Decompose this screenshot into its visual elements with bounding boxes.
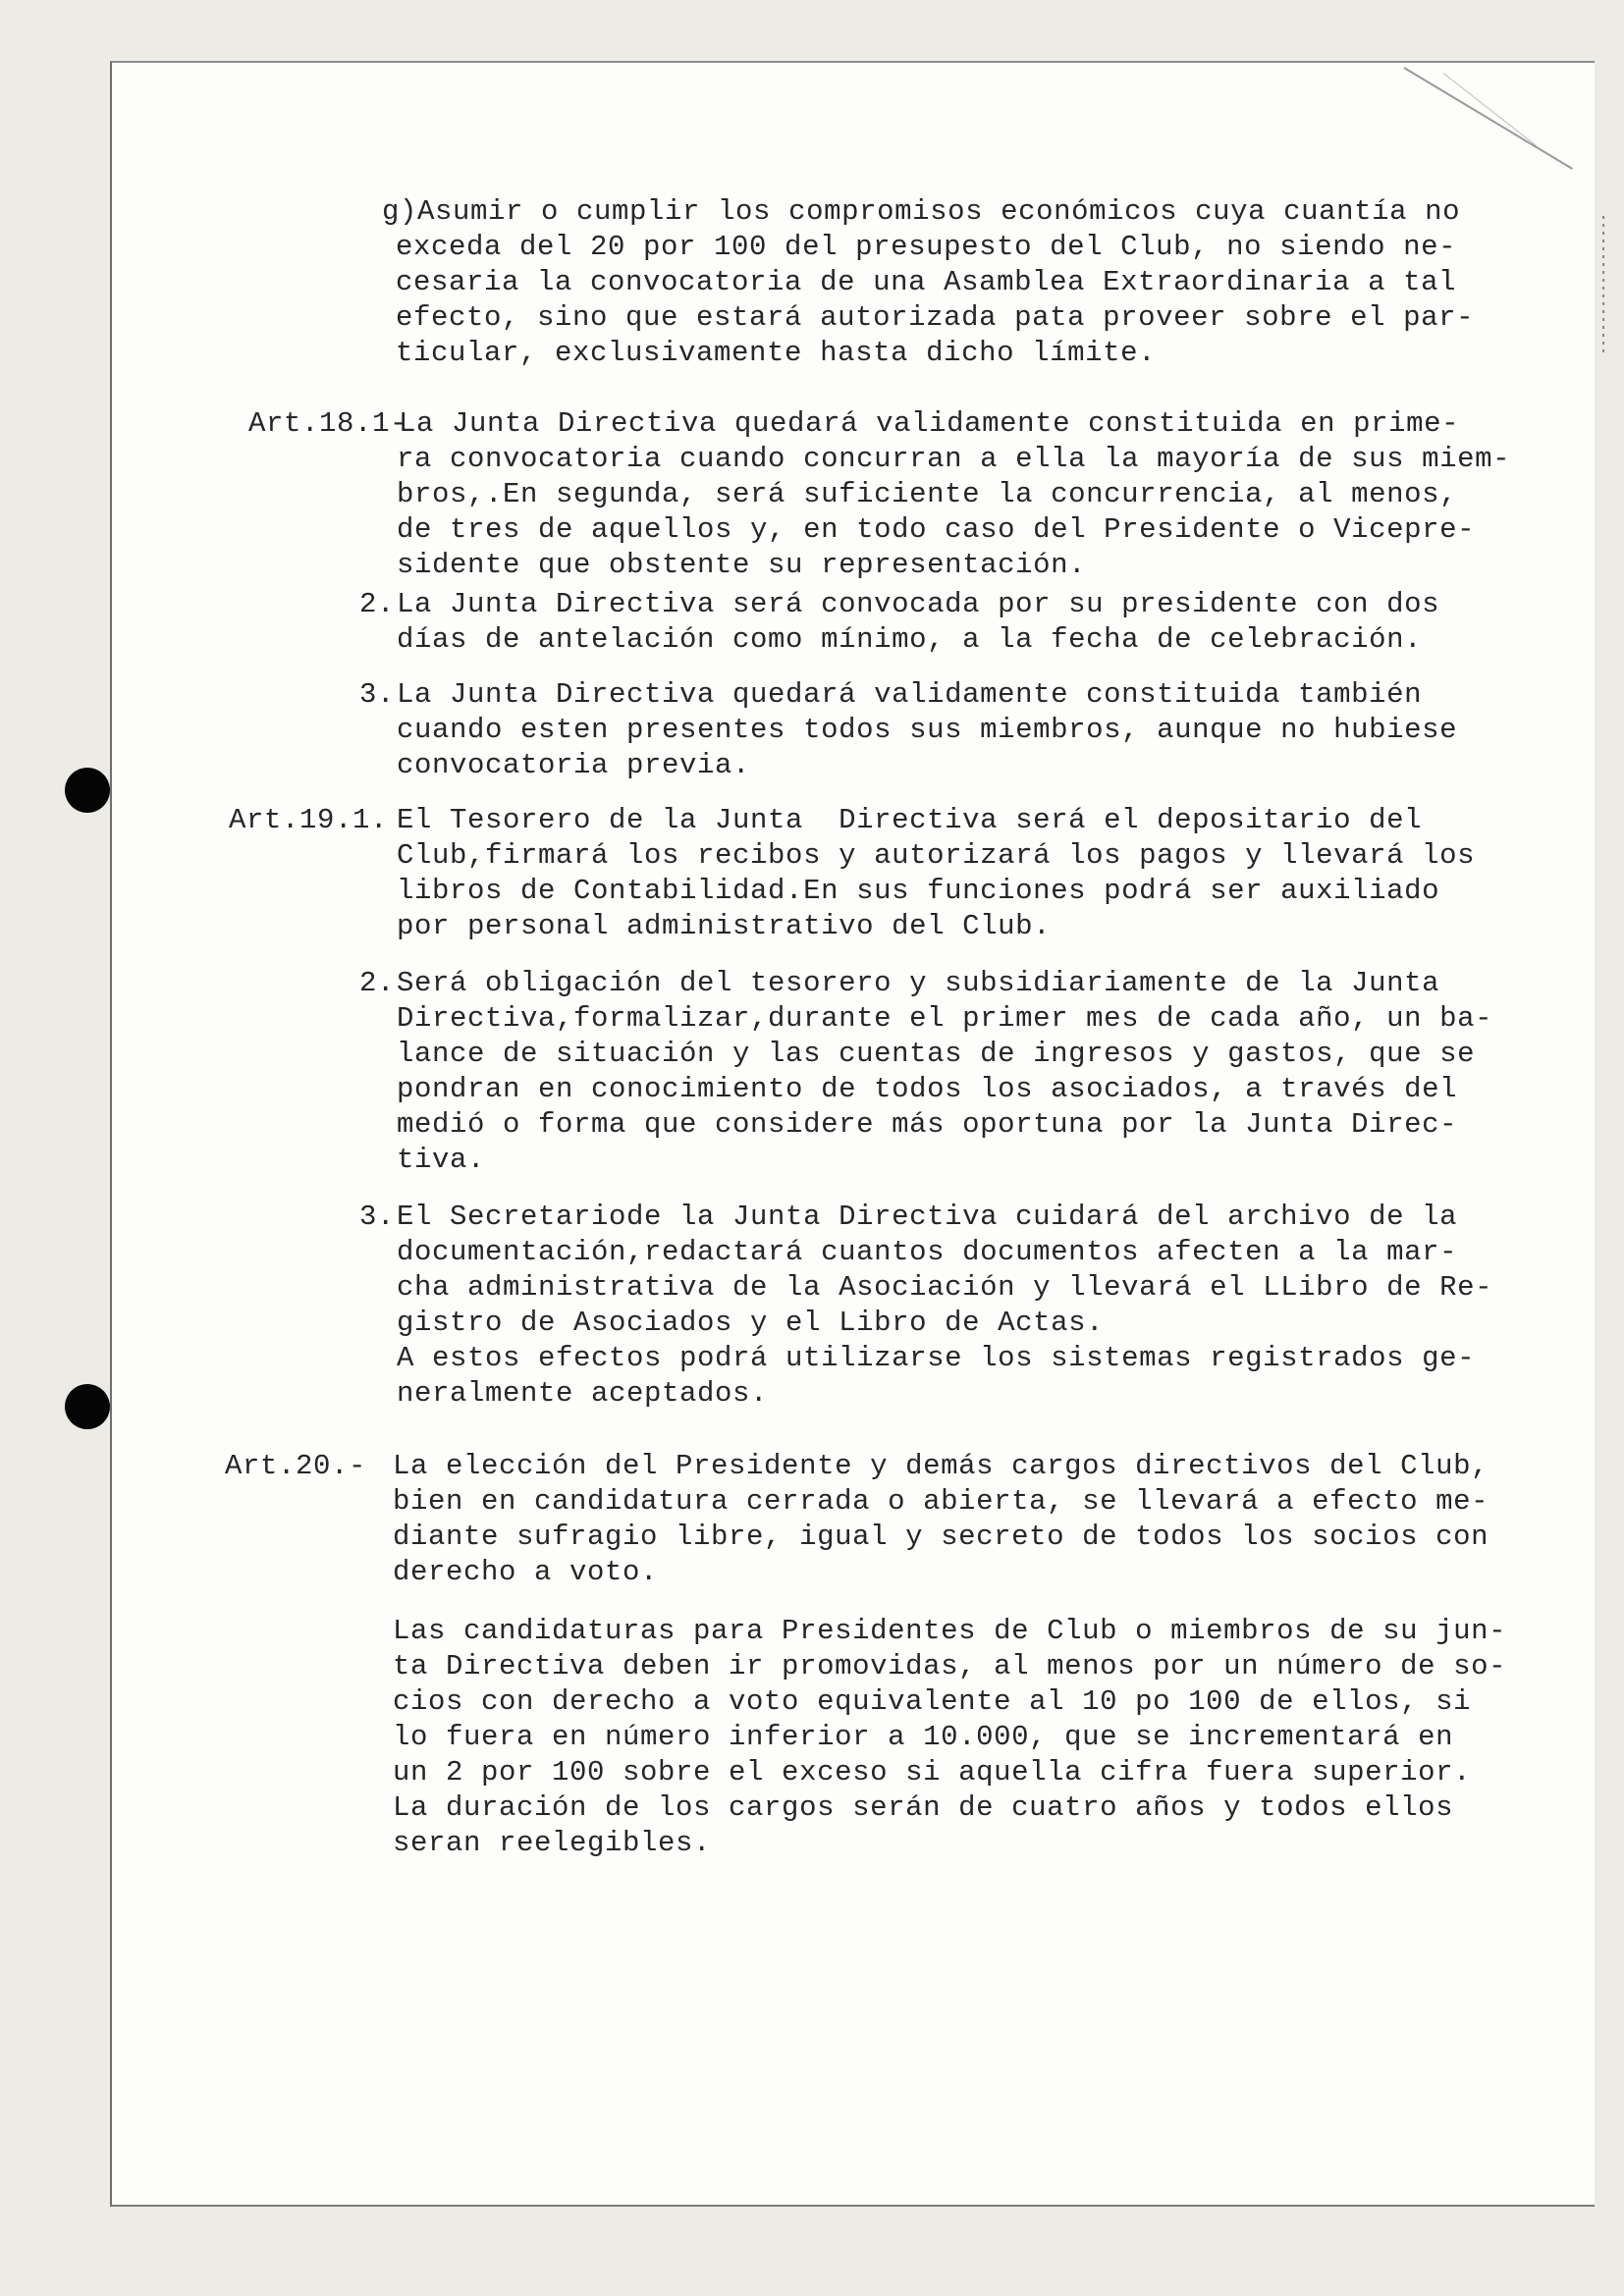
article-label: Art.19.1. — [229, 804, 389, 836]
article-text-line: El Tesorero de la Junta Directiva será el depositario del — [397, 804, 1423, 836]
article-text-line: ra convocatoria cuando concurran a ella la mayoría de sus miem- — [397, 443, 1511, 475]
punch-hole — [65, 1384, 110, 1429]
article-text-line: La Junta Directiva quedará validamente constituida también — [397, 678, 1423, 711]
article-text-line: diante sufragio libre, igual y secreto de todos los socios con — [393, 1521, 1489, 1553]
article-text-line: pondran en conocimiento de todos los asociados, a través del — [397, 1073, 1458, 1105]
item-g-line: g)Asumir o cumplir los compromisos económicos cuya cuantía no — [382, 195, 1461, 228]
clause-number: 3. — [359, 1201, 396, 1233]
article-text-line: lo fuera en número inferior a 10.000, que se incrementará en — [393, 1721, 1454, 1753]
clause-number: 2. — [359, 588, 396, 620]
article-text-line: de tres de aquellos y, en todo caso del Presidente o Vicepre- — [397, 513, 1476, 546]
article-text-line: bien en candidatura cerrada o abierta, se llevará a efecto me- — [393, 1485, 1489, 1518]
article-text-line: La elección del Presidente y demás cargos directivos del Club, — [393, 1450, 1489, 1482]
item-g-line: ticular, exclusivamente hasta dicho límite. — [396, 337, 1157, 369]
article-text-line: Las candidaturas para Presidentes de Club o miembros de su jun- — [393, 1615, 1507, 1647]
clause-number: 2. — [359, 967, 396, 999]
article-text-line: tiva. — [397, 1144, 486, 1176]
article-text-line: La Junta Directiva quedará validamente constituida en prime- — [399, 407, 1460, 440]
article-text-line: días de antelación como mínimo, a la fecha de celebración. — [397, 623, 1423, 656]
punch-hole — [65, 768, 110, 813]
item-g-line: exceda del 20 por 100 del presupesto del Club, no siendo ne- — [396, 231, 1457, 263]
article-label: Art.20.- — [225, 1450, 367, 1482]
article-text-line: A estos efectos podrá utilizarse los sistemas registrados ge- — [397, 1342, 1476, 1374]
article-text-line: cios con derecho a voto equivalente al 10 po 100 de ellos, si — [393, 1685, 1472, 1718]
article-text-line: Club,firmará los recibos y autorizará los pagos y llevará los — [397, 839, 1476, 872]
article-text-line: cha administrativa de la Asociación y llevará el LLibro de Re- — [397, 1271, 1493, 1304]
page-edge-mark — [1602, 216, 1604, 353]
item-g-line: cesaria la convocatoria de una Asamblea Extraordinaria a tal — [396, 266, 1457, 298]
article-text-line: Será obligación del tesorero y subsidiariamente de la Junta — [397, 967, 1440, 999]
article-text-line: La Junta Directiva será convocada por su presidente con dos — [397, 588, 1440, 620]
article-text-line: seran reelegibles. — [393, 1827, 712, 1859]
article-text-line: un 2 por 100 sobre el exceso si aquella cifra fuera superior. — [393, 1756, 1472, 1789]
article-text-line: por personal administrativo del Club. — [397, 910, 1052, 942]
article-text-line: ta Directiva deben ir promovidas, al menos por un número de so- — [393, 1650, 1507, 1682]
article-text-line: medió o forma que considere más oportuna por la Junta Direc- — [397, 1108, 1458, 1141]
article-text-line: documentación,redactará cuantos documentos afecten a la mar- — [397, 1236, 1458, 1268]
article-text-line: lance de situación y las cuentas de ingresos y gastos, que se — [397, 1038, 1476, 1070]
article-text-line: libros de Contabilidad.En sus funciones podrá ser auxiliado — [397, 875, 1440, 907]
article-text-line: derecho a voto. — [393, 1556, 659, 1588]
article-text-line: El Secretariode la Junta Directiva cuidará del archivo de la — [397, 1201, 1458, 1233]
article-text-line: convocatoria previa. — [397, 749, 751, 781]
article-text-line: neralmente aceptados. — [397, 1377, 769, 1410]
article-text-line: cuando esten presentes todos sus miembros, aunque no hubiese — [397, 714, 1458, 746]
article-text-line: sidente que obstente su representación. — [397, 549, 1087, 581]
clause-number: 3. — [359, 678, 396, 711]
article-text-line: bros,.En segunda, será suficiente la concurrencia, al menos, — [397, 478, 1458, 510]
item-g-line: efecto, sino que estará autorizada pata proveer sobre el par- — [396, 301, 1475, 334]
article-label: Art.18.1- — [248, 407, 408, 440]
article-text-line: Directiva,formalizar,durante el primer mes de cada año, un ba- — [397, 1002, 1493, 1035]
article-text-line: La duración de los cargos serán de cuatro años y todos ellos — [393, 1791, 1454, 1824]
article-text-line: gistro de Asociados y el Libro de Actas. — [397, 1307, 1105, 1339]
